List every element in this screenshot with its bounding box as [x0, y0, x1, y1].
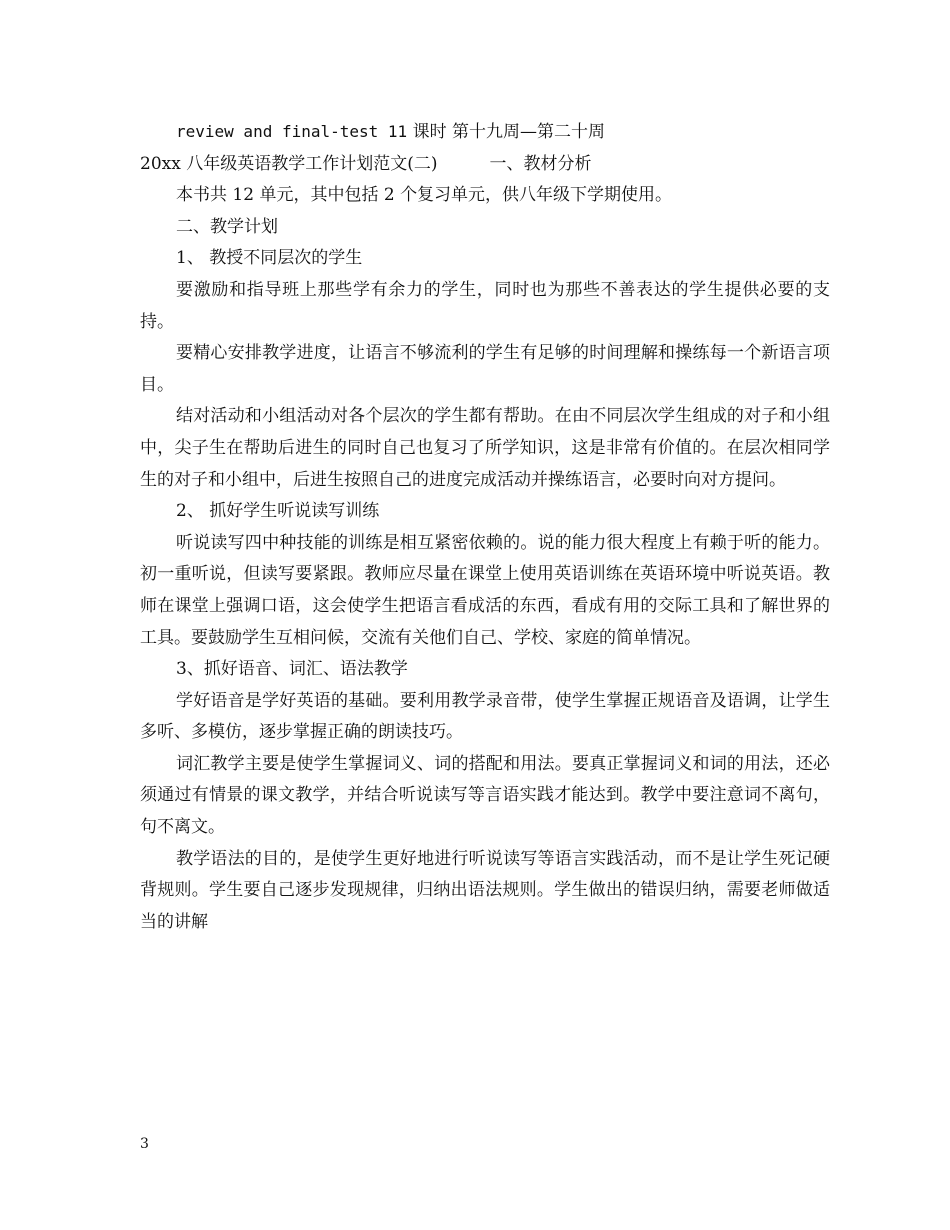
paragraph: 要精心安排教学进度，让语言不够流利的学生有足够的时间理解和操练每一个新语言项目。 [140, 343, 830, 395]
paragraph: 词汇教学主要是使学生掌握词义、词的搭配和用法。要真正掌握词义和词的用法，还必须通过有情景的课文教学，并结合听说读写等言语实践才能达到。教学中要注意词不离句，句不离文。 [140, 753, 830, 838]
subheading-listening-speaking-reading-writing: 2、 抓好学生听说读写训练 [176, 501, 380, 522]
paragraph: 听说读写四中种技能的训练是相互紧密依赖的。说的能力很大程度上有赖于听的能力。初一重听说，但读写要紧跟。教师应尽量在课堂上使用英语训练在英语环境中听说英语。教师在课堂上强调口语，这会使学生把语言看成活的东西，看成有用的交际工具和了解世界的工具。要鼓励学生互相问候，交流有关他们自己、学校、家庭的简单情况。 [140, 532, 830, 648]
section-heading-teaching-plan: 二、教学计划 [176, 216, 278, 237]
paragraph: 本书共 12 单元，其中包括 2 个复习单元，供八年级下学期使用。 [176, 185, 673, 206]
paragraph: 学好语音是学好英语的基础。要利用教学录音带，使学生掌握正规语音及语调，让学生多听、多模仿，逐步掌握正确的朗读技巧。 [140, 690, 830, 743]
document-body [140, 116, 830, 938]
paragraph: 教学语法的目的，是使学生更好地进行听说读写等语言实践活动，而不是让学生死记硬背规则。学生要自己逐步发现规律，归纳出语法规则。学生做出的错误归纳，需要老师做适当的讲解 [140, 848, 830, 932]
schedule-chinese-text: 课时 第十九周—第二十周 [407, 122, 605, 142]
paragraph: 结对活动和小组活动对各个层次的学生都有帮助。在由不同层次学生组成的对子和小组中，尖子生在帮助后进生的同时自己也复习了所学知识，这是非常有价值的。在层次相同学生的对子和小组中，后进生按照自己的进度完成活动并操练语言，必要时向对方提问。 [140, 406, 830, 490]
schedule-line [140, 116, 830, 149]
document-title: 20xx 八年级英语教学工作计划范文(二) [140, 153, 438, 174]
page-number: 3 [140, 1136, 149, 1152]
subheading-different-levels: 1、 教授不同层次的学生 [176, 248, 363, 269]
document-title-line [140, 149, 830, 181]
subheading-pronunciation-vocabulary-grammar: 3、抓好语音、词汇、语法教学 [176, 659, 408, 680]
section-heading-textbook-analysis: 一、教材分析 [489, 153, 592, 174]
schedule-english-text: review and final-test 11 [176, 122, 408, 141]
paragraph: 要激励和指导班上那些学有余力的学生，同时也为那些不善表达的学生提供必要的支持。 [140, 279, 830, 332]
